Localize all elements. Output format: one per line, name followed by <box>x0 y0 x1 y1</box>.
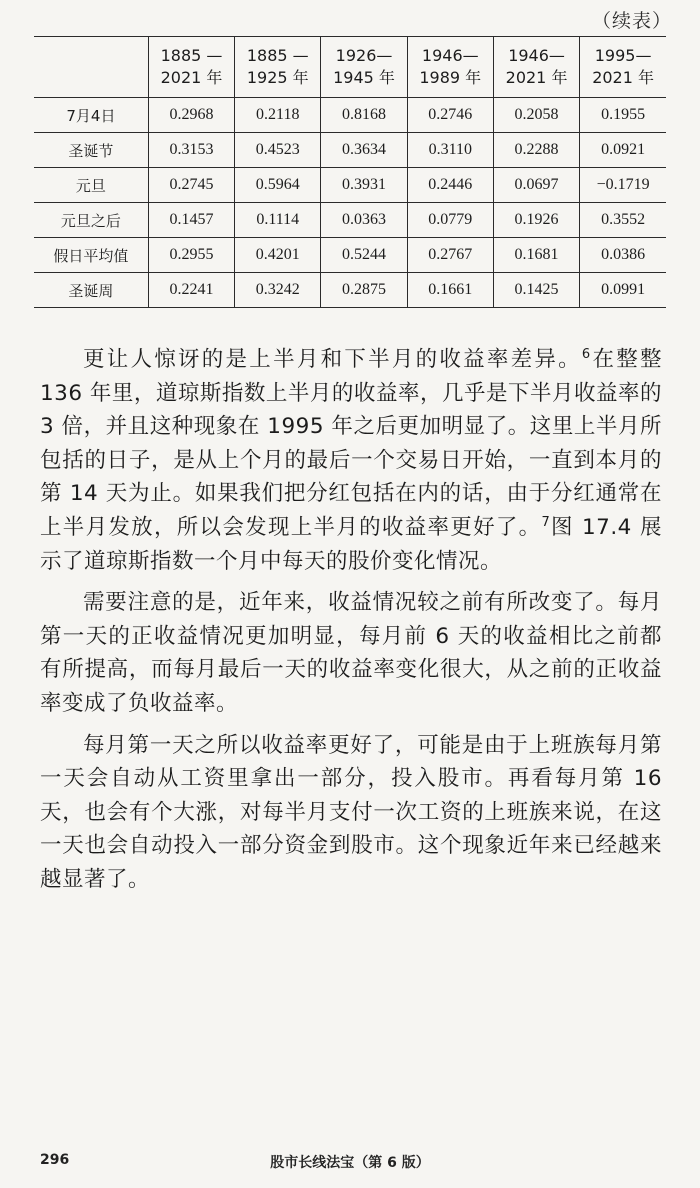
paragraph <box>40 586 662 720</box>
paragraph-text: 更让人惊讶的是上半月和下半月的收益率差异。 <box>83 347 582 372</box>
paragraph <box>40 729 662 897</box>
table-cell: 0.1926 <box>493 203 579 238</box>
table-cell: 0.5244 <box>321 238 407 273</box>
table-cell: 0.5964 <box>235 168 321 203</box>
page-footer <box>40 1148 660 1174</box>
column-header <box>148 37 234 98</box>
column-header-line: 2021 年 <box>160 68 223 87</box>
column-header <box>580 37 666 98</box>
table-continuation-label: （续表） <box>591 10 672 32</box>
row-label: 圣诞节 <box>34 133 148 168</box>
table-cell: 0.2767 <box>407 238 493 273</box>
table-row <box>34 98 666 133</box>
column-header-line: 1885 — <box>246 46 309 65</box>
table-cell: 0.2745 <box>148 168 234 203</box>
book-title: 股市长线法宝（第 6 版） <box>270 1155 430 1171</box>
table-cell: 0.2875 <box>321 273 407 308</box>
column-header-line: 1995— <box>594 46 652 65</box>
row-label: 7月4日 <box>34 98 148 133</box>
row-label: 元旦之后 <box>34 203 148 238</box>
column-header-line: 1926— <box>335 46 393 65</box>
table-header-row <box>34 37 666 98</box>
column-header-line: 1945 年 <box>333 68 395 87</box>
table-cell: 0.4523 <box>235 133 321 168</box>
table-cell: 0.2241 <box>148 273 234 308</box>
table-row <box>34 133 666 168</box>
paragraph-text: 图 17.4 展示了道琼斯指数一个月中每天的股价变化情况。 <box>40 514 662 574</box>
returns-table <box>34 36 666 308</box>
column-header <box>235 37 321 98</box>
table-cell: 0.3153 <box>148 133 234 168</box>
table-cell: 0.3634 <box>321 133 407 168</box>
table-cell: 0.8168 <box>321 98 407 133</box>
column-header-line: 1946— <box>421 46 479 65</box>
paragraph <box>40 343 662 578</box>
table-cell: 0.2118 <box>235 98 321 133</box>
table-cell: 0.2446 <box>407 168 493 203</box>
table-cell: 0.2968 <box>148 98 234 133</box>
body-text <box>40 343 662 905</box>
row-label: 圣诞周 <box>34 273 148 308</box>
table-cell: 0.2746 <box>407 98 493 133</box>
table-cell: 0.2955 <box>148 238 234 273</box>
table-cell: 0.0697 <box>493 168 579 203</box>
table-cell: 0.3552 <box>580 203 666 238</box>
table-cell: 0.1955 <box>580 98 666 133</box>
table-row <box>34 273 666 308</box>
holiday-returns-table <box>34 36 666 308</box>
table-cell: 0.0363 <box>321 203 407 238</box>
table-cell: 0.3242 <box>235 273 321 308</box>
paragraph-text: 每月第一天之所以收益率更好了，可能是由于上班族每月第一天会自动从工资里拿出一部分，投入股市。再看每月第 16 天，也会有个大涨，对每半月支付一次工资的上班族来说，在这一天也会自动投入一部分资金到股市。这个现象近年来已经越来越显著了。 <box>40 732 662 892</box>
row-label: 元旦 <box>34 168 148 203</box>
table-body <box>34 98 666 308</box>
footnote-marker: 7 <box>541 514 551 530</box>
table-cell: 0.1457 <box>148 203 234 238</box>
table-cell: 0.4201 <box>235 238 321 273</box>
table-cell: 0.3931 <box>321 168 407 203</box>
table-row <box>34 238 666 273</box>
table-cell: 0.0991 <box>580 273 666 308</box>
table-corner-cell <box>34 37 148 98</box>
column-header-line: 2021 年 <box>592 68 654 87</box>
column-header-line: 1946— <box>508 46 565 65</box>
table-cell: 0.1114 <box>235 203 321 238</box>
table-cell: 0.1681 <box>493 238 579 273</box>
paragraph-text: 在整整 136 年里，道琼斯指数上半月的收益率，几乎是下半月收益率的 3 倍，并且这种现象在 1995 年之后更加明显了。这里上半月所包括的日子，是从上个月的最后一个交易日开始，一直到本月的第 14 天为止。如果我们把分红包括在内的话，由于分红通常在上半月发放，所以会发现上半月的收益率更好了。 <box>40 347 662 540</box>
table-cell: 0.1661 <box>407 273 493 308</box>
table-cell: −0.1719 <box>580 168 666 203</box>
column-header <box>407 37 493 98</box>
table-row <box>34 203 666 238</box>
table-row <box>34 168 666 203</box>
column-header-line: 1925 年 <box>246 68 309 87</box>
table-cell: 0.0779 <box>407 203 493 238</box>
column-header <box>493 37 579 98</box>
table-cell: 0.3110 <box>407 133 493 168</box>
column-header <box>321 37 407 98</box>
footnote-marker: 6 <box>581 346 591 362</box>
column-header-line: 1989 年 <box>419 68 482 87</box>
paragraph-text: 需要注意的是，近年来，收益情况较之前有所改变了。每月第一天的正收益情况更加明显，每月前 6 天的收益相比之前都有所提高，而每月最后一天的收益率变化很大，从之前的正收益率变成了负收益率。 <box>40 590 662 716</box>
table-cell: 0.1425 <box>493 273 579 308</box>
column-header-line: 2021 年 <box>505 68 568 87</box>
column-header-line: 1885 — <box>160 46 223 65</box>
table-cell: 0.0386 <box>580 238 666 273</box>
table-cell: 0.0921 <box>580 133 666 168</box>
table-cell: 0.2288 <box>493 133 579 168</box>
table-cell: 0.2058 <box>493 98 579 133</box>
row-label: 假日平均值 <box>34 238 148 273</box>
page-number: 296 <box>40 1152 70 1168</box>
